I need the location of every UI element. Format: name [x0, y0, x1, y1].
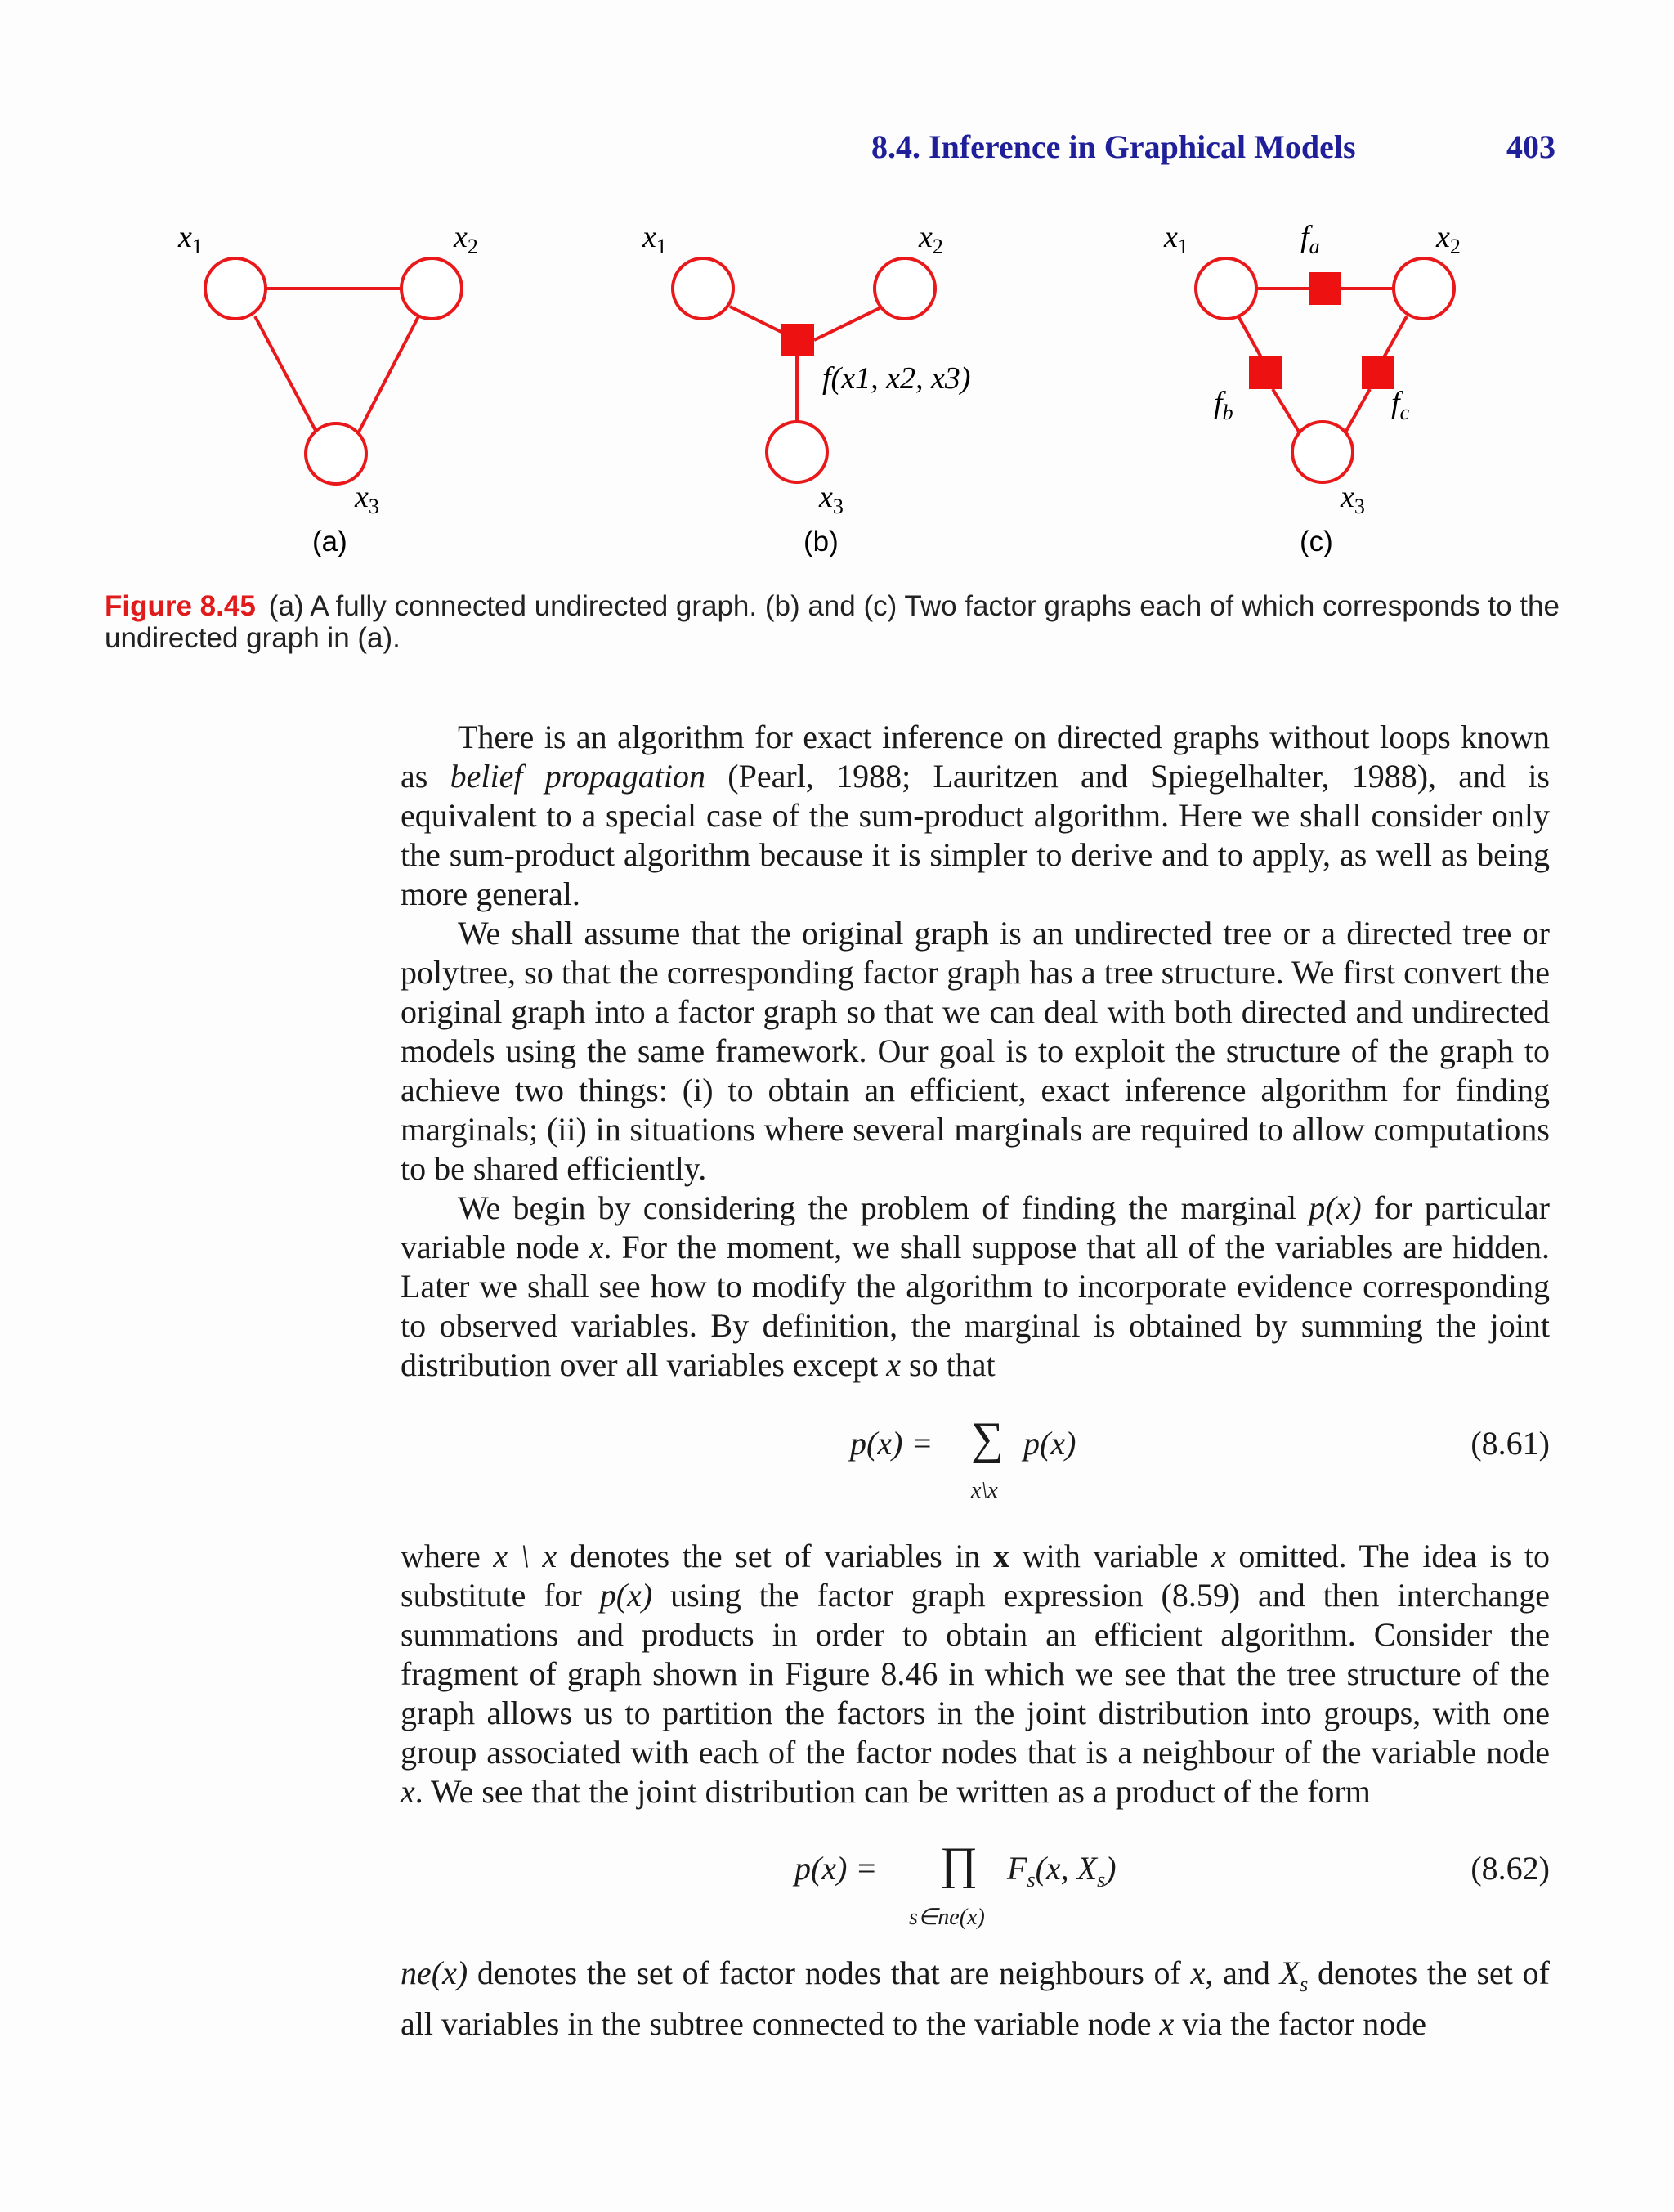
paragraph-3: We begin by considering the problem of finding the marginal p(x) for particular variable node x. For the moment, we shall suppose that all of the variables are hidden. Later we shall see how to modify the algorithm to incorporate evidence corresponding to observed variables. By definition, the marginal is obtained by summing the joint distribution over all variables except x so that [401, 1189, 1551, 1383]
eq2-product-index: s∈ne(x) [909, 1905, 985, 1930]
factor-f-label: f(x1, x2, x3) [822, 361, 971, 396]
edge-fc-x3 [1342, 389, 1370, 438]
body-text-block-1 [401, 718, 1550, 1385]
node-x2 [875, 258, 935, 319]
figure-label: Figure 8.45 [105, 590, 256, 622]
edge-fb-x3 [1273, 389, 1303, 438]
factor-fa-node [1309, 272, 1341, 305]
running-header [0, 128, 1674, 177]
factor-graph-figure [0, 204, 1674, 580]
body-text-block-3 [401, 1954, 1550, 2044]
node-x1 [673, 258, 733, 319]
paragraph-2: We shall assume that the original graph is an undirected tree or a directed tree or polytree, so that the corresponding factor graph has a tree structure. We first convert the original graph into a factor graph so that we can deal with both directed and undirected models using the same framework. Our goal is to exploit the structure of the graph to achieve two things: (i) to obtain an efficient, exact inference algorithm for finding marginals; (ii) in situations where several marginals are required to allow computations to be shared efficiently. [401, 915, 1550, 1187]
edge-x2-x3 [356, 316, 418, 438]
edge-x1-x3 [255, 316, 320, 438]
node-x3 [306, 423, 366, 484]
node-x2 [401, 258, 462, 319]
label-x3: $x_3$ [819, 480, 844, 518]
factor-fb-node [1249, 356, 1282, 389]
panel-c-label: (c) [1300, 526, 1333, 557]
node-x2 [1394, 258, 1454, 319]
label-x3: $x_3$ [1341, 480, 1365, 518]
body-text-block-2 [401, 1537, 1550, 1811]
panel-b-label: (b) [803, 526, 839, 557]
factor-fa-label: $f_a$ [1300, 220, 1320, 258]
label-x1: $x_1$ [178, 220, 203, 258]
eq2-product-symbol: ∏ [940, 1838, 978, 1889]
eq1-lhs: p(x) = [850, 1425, 933, 1462]
equation-8-62 [401, 1838, 1550, 1939]
paragraph-4: where x \ x denotes the set of variables in x with variable x omitted. The idea is to substitute for p(x) using the factor graph expression (8.59) and then interchange summations and products in order to obtain an efficient algorithm. Consider the fragment of graph shown in Figure 8.46 in which we see that the tree structure of the graph allows us to partition the factors in the joint distribution into groups, with one group associated with each of the factor nodes that is a neighbour of the variable node x. We see that the joint distribution can be written as a product of the form [401, 1538, 1551, 1810]
panel-a-graph [205, 258, 462, 484]
node-x1 [205, 258, 266, 319]
eq1-rhs: p(x) [1023, 1425, 1076, 1462]
eq2-lhs: p(x) = [794, 1850, 878, 1887]
node-x3 [1292, 422, 1353, 482]
factor-fc-label: $f_c$ [1391, 386, 1410, 424]
node-x1 [1196, 258, 1256, 319]
eq1-sum-symbol: ∑ [971, 1413, 1004, 1464]
eq1-number: (8.61) [1470, 1425, 1550, 1462]
figure-8-45 [0, 204, 1674, 580]
edge-x2-f [814, 307, 883, 340]
eq2-number: (8.62) [1470, 1850, 1550, 1887]
equation-8-61 [401, 1413, 1550, 1514]
node-x3 [767, 422, 827, 482]
label-x2: $x_2$ [454, 220, 478, 258]
label-x2: $x_2$ [919, 220, 943, 258]
paragraph-5: ne(x) denotes the set of factor nodes that are neighbours of x, and $X_s$ denotes the set of all variables in the subtree connected to the variable node x via the factor node [401, 1955, 1550, 2042]
label-x3: $x_3$ [355, 480, 379, 518]
label-x2: $x_2$ [1436, 220, 1461, 258]
factor-fb-label: $f_b$ [1214, 386, 1233, 424]
term-belief-propagation: belief propagation [450, 758, 706, 795]
eq1-sum-index: x\x [971, 1478, 998, 1503]
figure-caption [105, 590, 1568, 654]
caption-text: (a) A fully connected undirected graph. (b) and (c) Two factor graphs each of which corresponds to the undirected graph in (a). [105, 590, 1560, 654]
factor-f-node [781, 324, 814, 356]
eq2-rhs: $F_s(x$, $X_s$) [1007, 1850, 1117, 1892]
page-number: 403 [1506, 128, 1555, 165]
factor-fc-node [1362, 356, 1394, 389]
label-x1: $x_1$ [642, 220, 667, 258]
label-x1: $x_1$ [1164, 220, 1188, 258]
section-title: 8.4. Inference in Graphical Models [871, 128, 1356, 165]
paragraph-1: There is an algorithm for exact inference on directed graphs without loops known as belief propagation (Pearl, 1988; Lauritzen and Spiegelhalter, 1988), and is equivalent to a special case of the sum-product algorithm. Here we shall consider only the sum-product algorithm because it is simpler to derive and to apply, as well as being more general. [401, 719, 1550, 912]
panel-a-label: (a) [312, 526, 347, 557]
